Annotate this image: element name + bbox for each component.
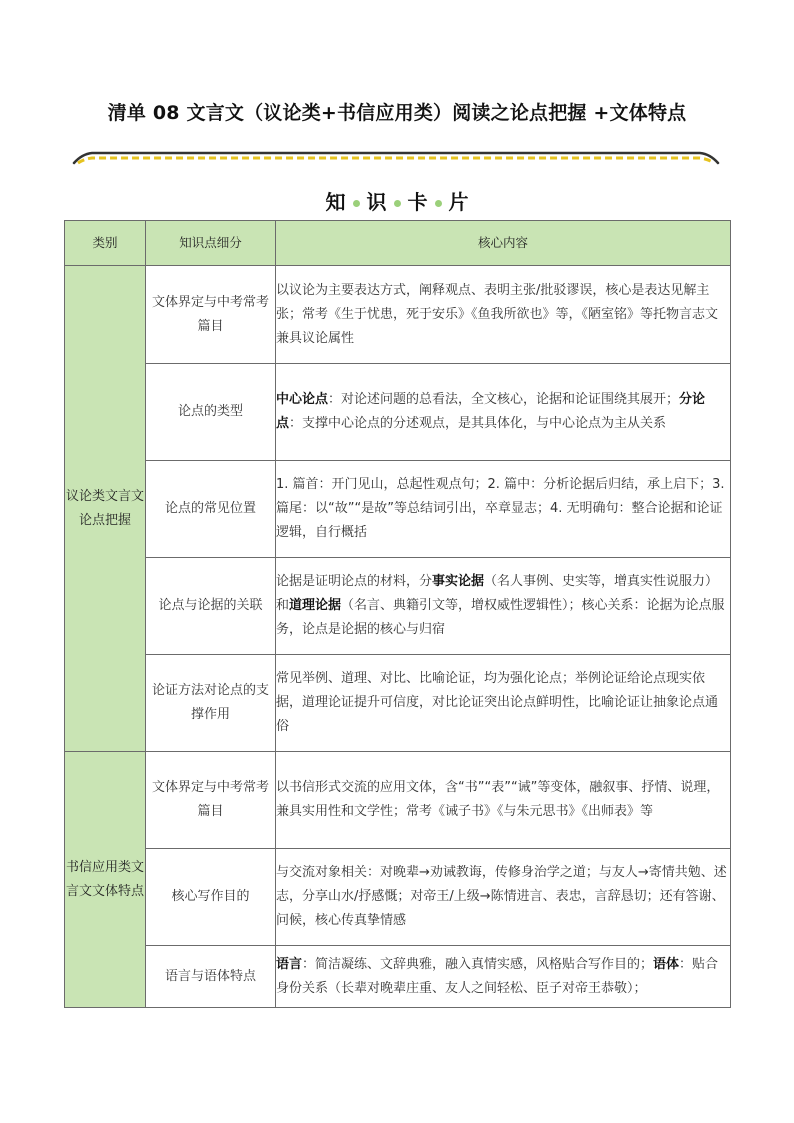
table-row [65,946,731,1008]
table-row [65,558,731,655]
content-text: 与交流对象相关：对晚辈→劝诫教诲，传修身治学之道；与友人→寄情共勉、述志，分享山水/抒感慨；对帝王/上级→陈情进言、表忠，言辞恳切；还有答谢、问候，核心传真挚情感 [276,865,727,928]
subtopic-cell: 论证方法对论点的支撑作用 [146,655,276,752]
content-cell [276,752,731,849]
document-title: 清单 08 文言文（议论类+书信应用类）阅读之论点把握 +文体特点 [107,102,687,124]
content-text: 论据是证明论点的材料，分 [276,574,433,589]
subtopic-cell: 核心写作目的 [146,849,276,946]
content-text: ：支撑中心论点的分述观点，是其具体化，与中心论点为主从关系 [289,416,667,431]
header-core-content: 核心内容 [276,221,731,266]
table-row [65,364,731,461]
content-text: ：简洁凝练、文辞典雅，融入真情实感，风格贴合写作目的； [302,956,654,972]
section-title-char: 知 [325,190,346,214]
decorative-divider [72,149,720,173]
knowledge-card-table [64,220,731,1008]
content-cell [276,655,731,752]
subtopic-cell: 论点的类型 [146,364,276,461]
section-title-char: 片 [448,190,469,214]
table-header-row [65,221,731,266]
table-row [65,655,731,752]
dot-icon [394,200,401,207]
dot-icon [435,200,442,207]
content-cell [276,461,731,558]
content-text: ：贴合身份关系（长辈对晚辈庄重、友人之间轻松、臣子对帝王恭敬）； [276,956,719,996]
category-cell: 议论类文言文论点把握 [65,266,146,752]
content-cell [276,849,731,946]
content-text: （名言、典籍引文等，增权威性逻辑性）；核心关系：论据为论点服务，论点是论据的核心与归宿 [276,598,725,637]
header-category: 类别 [65,221,146,266]
content-text: ：对论述问题的总看法，全文核心，论据和论证围绕其展开； [328,392,680,407]
table-body [65,266,731,1008]
content-text: （名人事例、史实等，增真实性说服力）和 [276,574,719,613]
content-keyword: 分论点 [276,392,706,431]
content-cell [276,558,731,655]
subtopic-cell: 文体界定与中考常考篇目 [146,752,276,849]
content-text: 以书信形式交流的应用文体，含“书”“表”“诫”等变体，融叙事、抒情、说理，兼具实用性和文学性；常考《诫子书》《与朱元思书》《出师表》等 [276,780,720,819]
content-keyword: 道理论据 [289,598,342,613]
content-cell [276,266,731,364]
content-text: 常见举例、道理、对比、比喻论证，均为强化论点；举例论证给论点现实依据，道理论证提升可信度，对比论证突出论点鲜明性，比喻论证让抽象论点通俗 [276,671,719,734]
content-keyword: 中心论点 [276,392,329,407]
section-title-char: 识 [366,190,387,214]
table-row [65,849,731,946]
content-text: 1. 篇首：开门见山，总起性观点句；2. 篇中：分析论据后归结，承上启下；3. 篇尾：以“故”“是故”等总结词引出，卒章显志；4. 无明确句：整合论据和论证逻辑，自行概括 [276,477,725,540]
content-cell [276,946,731,1008]
content-cell [276,364,731,461]
subtopic-cell: 语言与语体特点 [146,946,276,1008]
content-keyword: 事实论据 [432,574,485,589]
subtopic-cell: 论点与论据的关联 [146,558,276,655]
section-title-char: 卡 [407,190,428,214]
content-keyword: 语言 [276,956,303,972]
subtopic-cell: 论点的常见位置 [146,461,276,558]
table-row [65,266,731,364]
subtopic-cell: 文体界定与中考常考篇目 [146,266,276,364]
category-cell: 书信应用类文言文文体特点 [65,752,146,1008]
content-keyword: 语体 [653,956,680,972]
section-title [0,186,794,215]
header-subtopic: 知识点细分 [146,221,276,266]
content-text: 以议论为主要表达方式，阐释观点、表明主张/批驳谬误，核心是表达见解主张；常考《生于忧患，死于安乐》《鱼我所欲也》等，《陋室铭》等托物言志文兼具议论属性 [276,282,719,346]
table-row [65,461,731,558]
table-row [65,752,731,849]
dot-icon [353,200,360,207]
